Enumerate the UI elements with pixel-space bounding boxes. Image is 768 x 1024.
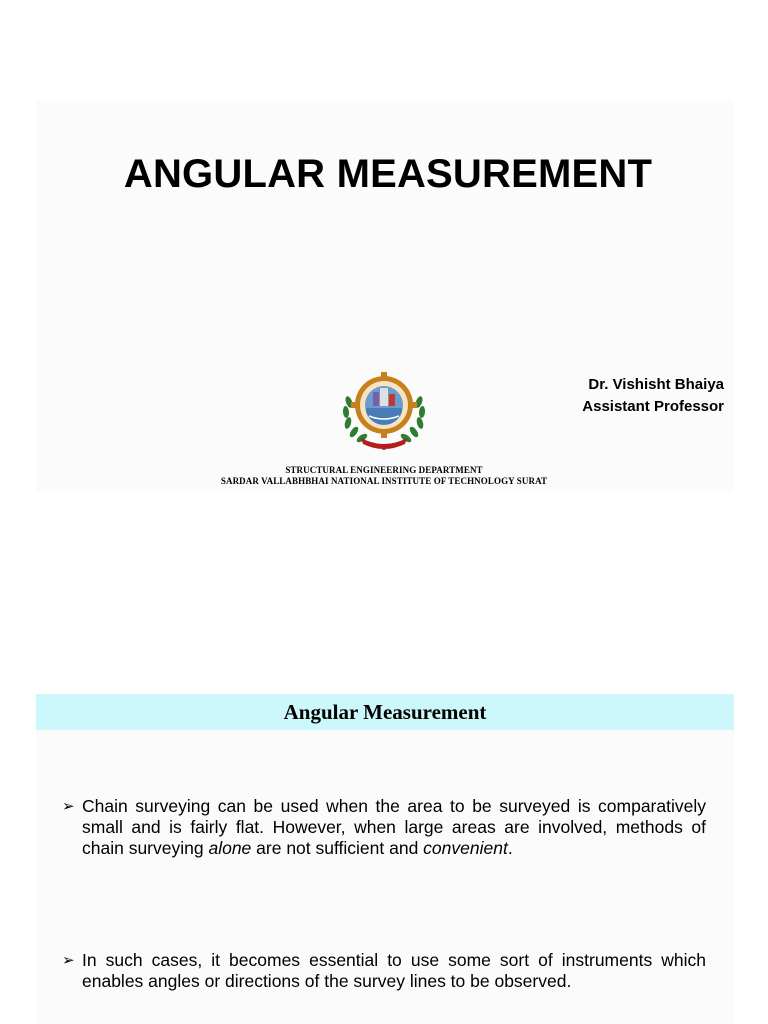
department-name: STRUCTURAL ENGINEERING DEPARTMENT (285, 465, 483, 475)
section-header-bar (36, 694, 734, 730)
bullet-text: In such cases, it becomes essential to use some sort of instruments which enables angles or directions of the survey lines to be observed. (82, 950, 706, 991)
page-title: ANGULAR MEASUREMENT (123, 152, 653, 196)
arrowhead-bullet-icon: ➢ (62, 952, 75, 969)
arrowhead-bullet-icon: ➢ (62, 798, 75, 815)
institute-emblem-icon (339, 372, 429, 454)
section-title: Angular Measurement (283, 700, 487, 724)
emphasis-alone: alone (208, 838, 252, 858)
list-item (62, 796, 706, 859)
bullet-text: Chain surveying can be used when the area to be surveyed is comparatively small and is fairly flat. However, when large areas are involved, methods of chain surveying alone are not sufficient and convenient. (82, 796, 706, 858)
author-name: Dr. Vishisht Bhaiya (588, 376, 724, 393)
list-item (62, 950, 706, 992)
author-role: Assistant Professor (582, 398, 724, 415)
department-block (150, 465, 618, 487)
emphasis-convenient: convenient (423, 838, 508, 858)
institute-name: SARDAR VALLABHBHAI NATIONAL INSTITUTE OF TECHNOLOGY SURAT (220, 476, 548, 486)
author-block (582, 374, 724, 418)
